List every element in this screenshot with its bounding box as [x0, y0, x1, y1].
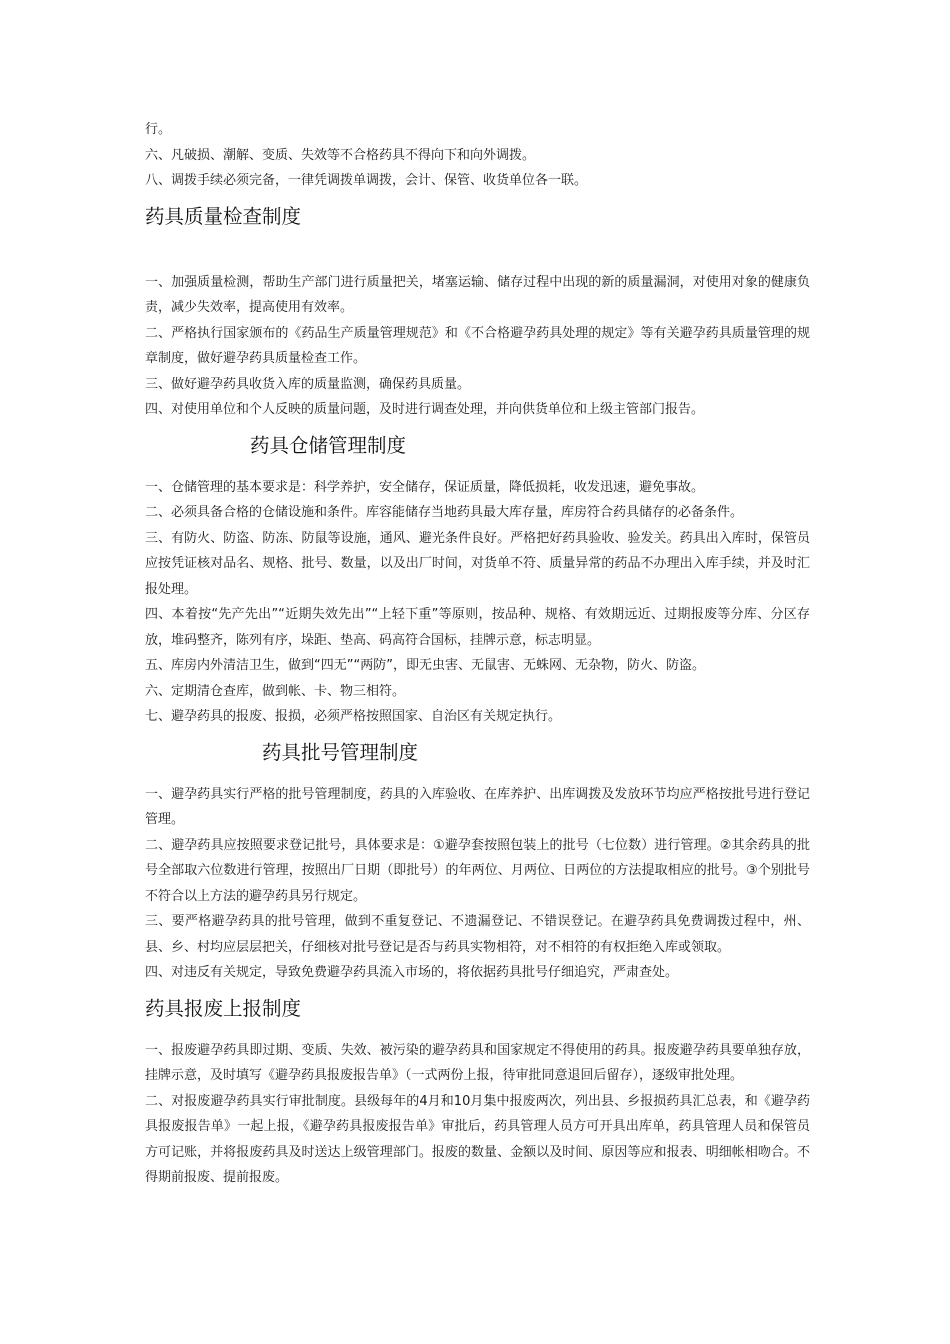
- paragraph: 五、库房内外清洁卫生，做到“四无”“两防”，即无虫害、无鼠害、无蛛网、无杂物，防火、防盗。: [145, 658, 705, 673]
- paragraph: 四、本着按“先产先出”“近期失效先出”“上轻下重”等原则，按品种、规格、有效期远近、过期报废等分库、分区存放，堆码整齐，陈列有序，垛距、垫高、码高符合国标，挂牌示意，标志明显。: [145, 607, 810, 648]
- paragraph: 一、避孕药具实行严格的批号管理制度，药具的入库验收、在库养护、出库调拨及发放环节均应严格按批号进行登记管理。: [145, 786, 810, 827]
- paragraph: 三、有防火、防盗、防冻、防鼠等设施，通风、避光条件良好。严格把好药具验收、验发关。药具出入库时，保管员应按凭证核对品名、规格、批号、数量，以及出厂时间，对货单不符、质量异常的药品不办理出入库手续，并及时汇报处理。: [145, 530, 810, 597]
- intro-line: 六、凡破损、潮解、变质、失效等不合格药具不得向下和向外调拨。: [145, 147, 536, 163]
- paragraph: 一、仓储管理的基本要求是：科学养护，安全储存，保证质量，降低损耗，收发迅速，避免事故。: [145, 479, 705, 495]
- paragraph: 二、必须具备合格的仓储设施和条件。库容能储存当地药具最大库存量，库房符合药具储存的必备条件。: [145, 505, 744, 520]
- paragraph: 六、定期清仓查库，做到帐、卡、物三相符。: [145, 683, 406, 699]
- paragraph: 三、做好避孕药具收货入库的质量监测，确保药具质量。: [145, 376, 471, 392]
- paragraph: 一、报废避孕药具即过期、变质、失效、被污染的避孕药具和国家规定不得使用的药具。报废避孕药具要单独存放，挂牌示意，及时填写《避孕药具报废报告单》（一式两份上报，待审批同意退回后留存），逐级审批处理。: [145, 1042, 810, 1083]
- paragraph: 一、加强质量检测，帮助生产部门进行质量把关，堵塞运输、储存过程中出现的新的质量漏洞，对使用对象的健康负责，减少失效率，提高使用有效率。: [145, 274, 810, 315]
- paragraph: 四、对使用单位和个人反映的质量问题，及时进行调查处理，并向供货单位和上级主管部门报告。: [145, 402, 705, 417]
- section-title-disposal-reporting: 药具报废上报制度: [145, 996, 302, 1020]
- paragraph: 二、避孕药具应按照要求登记批号，具体要求是：①避孕套按照包装上的批号（七位数）进行管理。②其余药具的批号全部取六位数进行管理，按照出厂日期（即批号）的年两位、月两位、日两位的方法提取相应的批号。③个别批号不符合以上方法的避孕药具另行规定。: [145, 837, 810, 904]
- paragraph: 七、避孕药具的报废、报损，必须严格按照国家、自治区有关规定执行。: [145, 709, 562, 724]
- section-title-batch-number-management: 药具批号管理制度: [262, 740, 419, 764]
- document-page: [145, 117, 810, 1191]
- section-title-storage-management: 药具仓储管理制度: [250, 433, 407, 457]
- paragraph: 二、对报废避孕药具实行审批制度。县级每年的4月和10月集中报废两次，列出县、乡报损药具汇总表，和《避孕药具报废报告单》一起上报，《避孕药具报废报告单》审批后，药具管理人员方可开具出库单，药具管理人员和保管员方可记账，并将报废药具及时送达上级管理部门。报废的数量、金额以及时间、原因等应和报表、明细帐相吻合。不得期前报废、提前报废。: [145, 1093, 810, 1185]
- intro-line: 行。: [145, 122, 172, 137]
- paragraph: 四、对违反有关规定，导致免费避孕药具流入市场的，将依据药具批号仔细追究，严肃查处。: [145, 965, 679, 980]
- paragraph: 三、要严格避孕药具的批号管理，做到不重复登记、不遗漏登记、不错误登记。在避孕药具免费调拨过程中，州、县、乡、村均应层层把关，仔细核对批号登记是否与药具实物相符，对不相符的有权拒绝入库或领取。: [145, 914, 810, 955]
- intro-line: 八、调拨手续必须完备，一律凭调拨单调拨，会计、保管、收货单位各一联。: [145, 173, 588, 188]
- paragraph: 二、严格执行国家颁布的《药品生产质量管理规范》和《不合格避孕药具处理的规定》等有关避孕药具质量管理的规章制度，做好避孕药具质量检查工作。: [145, 325, 810, 366]
- section-title-quality-inspection: 药具质量检查制度: [145, 204, 302, 228]
